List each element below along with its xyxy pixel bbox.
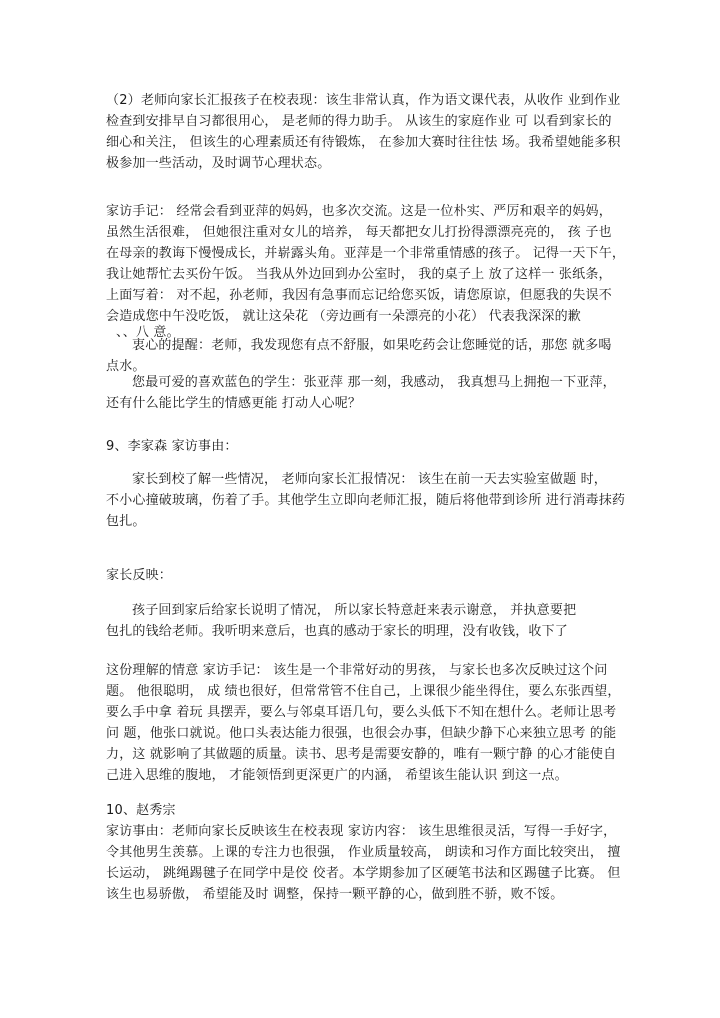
text-line: 力，这 就影响了其做题的质量。读书、思考是需要安静的，唯有一颗宁静 的心才能使自 — [106, 747, 617, 762]
parent-feedback-text — [106, 600, 620, 642]
text-line: 还有什么能比学生的情感更能 打动人心呢？ — [106, 396, 362, 411]
text-line: （2）老师向家长汇报孩子在校表现：该生非常认真，作为语文课代表，从收作 业到作业 — [106, 93, 621, 108]
text-line: 不小心撞破玻璃，伤着了手。其他学生立即向老师汇报，随后将他带到诊所 进行消毒抹药 — [106, 493, 626, 508]
text-line: 包扎的钱给老师。我听明来意后，也真的感动于家长的明理，没有收钱，收下了 — [106, 624, 569, 639]
text-line: 长运动， 跳绳踢毽子在同学中是佼 佼者。本学期参加了区硬笔书法和区踢毽子比赛。 但 — [106, 866, 621, 881]
yaping-note-signature — [106, 372, 620, 414]
text-line: 您最可爱的喜欢蓝色的学生：张亚萍 那一刻，我感动， 我真想马上拥抱一下亚萍， — [132, 375, 616, 390]
student-10-heading: 10、赵秀宗 — [106, 803, 176, 818]
text-line: 问 题，他张口就说。他口头表达能力很强，也很会办事，但缺少静下心来独立思考 的能 — [106, 726, 617, 741]
text-line: 会造成您中午没吃饭， 就让这朵花 （旁边画有一朵漂亮的小花） 代表我深深的歉 — [106, 309, 581, 324]
parent-feedback-heading: 家长反映： — [106, 568, 173, 583]
text-line: 己进入思维的腹地， 才能领悟到更深更广的内涵， 希望该生能认识 到这一点。 — [106, 768, 568, 783]
text-line: 令其他男生羡慕。上课的专注力也很强， 作业质量较高， 朗读和习作方面比较突出， 擅 — [106, 845, 621, 860]
text-line: 在母亲的教诲下慢慢成长，并崭露头角。亚萍是一个非常重情感的孩子。 记得一天下午， — [106, 246, 626, 261]
text-line: 包扎。 — [106, 514, 146, 529]
text-line: 要么手中拿 着玩 具摆弄，要么与邻桌耳语几句，要么头低下不知在想什么。老师让思考 — [106, 705, 617, 720]
text-line: 点水。 — [106, 359, 146, 374]
text-line: 我让她帮忙去买份午饭。 当我从外边回到办公室时， 我的桌子上 放了这样一 张纸条， — [106, 267, 612, 282]
text-line: 家长到校了解一些情况， 老师向家长汇报情况： 该生在前一天去实验室做题 时， — [132, 472, 607, 487]
student-9-visit-reason — [106, 469, 626, 532]
text-line: 虽然生活很难， 但她很注重对女儿的培养， 每天都把女儿打扮得漂漂亮亮的， 孩 子也 — [106, 225, 612, 240]
text-line: 这份理解的情意 家访手记： 该生是一个非常好动的男孩， 与家长也多次反映过这个问 — [106, 663, 608, 678]
text-line: 细心和关注， 但该生的心理素质还有待锻炼， 在参加大赛时往往怯 场。我希望她能多积 — [106, 135, 621, 150]
text-line: 、、八 意。 — [116, 325, 180, 340]
text-line: 极参加一些活动，及时调节心理状态。 — [106, 156, 331, 171]
student-9-heading: 9、李家森 家访事由： — [106, 439, 238, 454]
student-9-visit-notes — [106, 660, 620, 786]
text-line: 上面写着： 对不起，孙老师，我因有急事而忘记给您买饭，请您原谅，但愿我的失误不 — [106, 288, 612, 303]
text-line: 检查到安排早自习都很用心， 是老师的得力助手。 从该生的家庭作业 可 以看到家长的 — [106, 114, 612, 129]
parent-report-paragraph — [106, 90, 620, 174]
text-line: 家访手记： 经常会看到亚萍的妈妈，也多次交流。这是一位朴实、严厉和艰辛的妈妈， — [106, 204, 612, 219]
text-line: 家访事由：老师向家长反映该生在校表现 家访内容： 该生思维很灵活，写得一手好字， — [106, 824, 617, 839]
text-line: 题。 他很聪明， 成 绩也很好，但常常管不住自己，上课很少能坐得住，要么东张西望， — [106, 684, 621, 699]
text-line: 该生也易骄傲， 希望能及时 调整，保持一颗平静的心，做到胜不骄，败不馁。 — [106, 887, 564, 902]
student-10-visit-text — [106, 821, 620, 905]
text-line: 衷心的提醒：老师，我发现您有点不舒服，如果吃药会让您睡觉的话，那您 就多喝 — [132, 338, 612, 353]
yaping-note-reminder — [106, 335, 620, 377]
home-visit-notes-yaping — [106, 201, 626, 340]
text-line: 孩子回到家后给家长说明了情况， 所以家长特意赶来表示谢意， 并执意要把 — [132, 603, 577, 618]
